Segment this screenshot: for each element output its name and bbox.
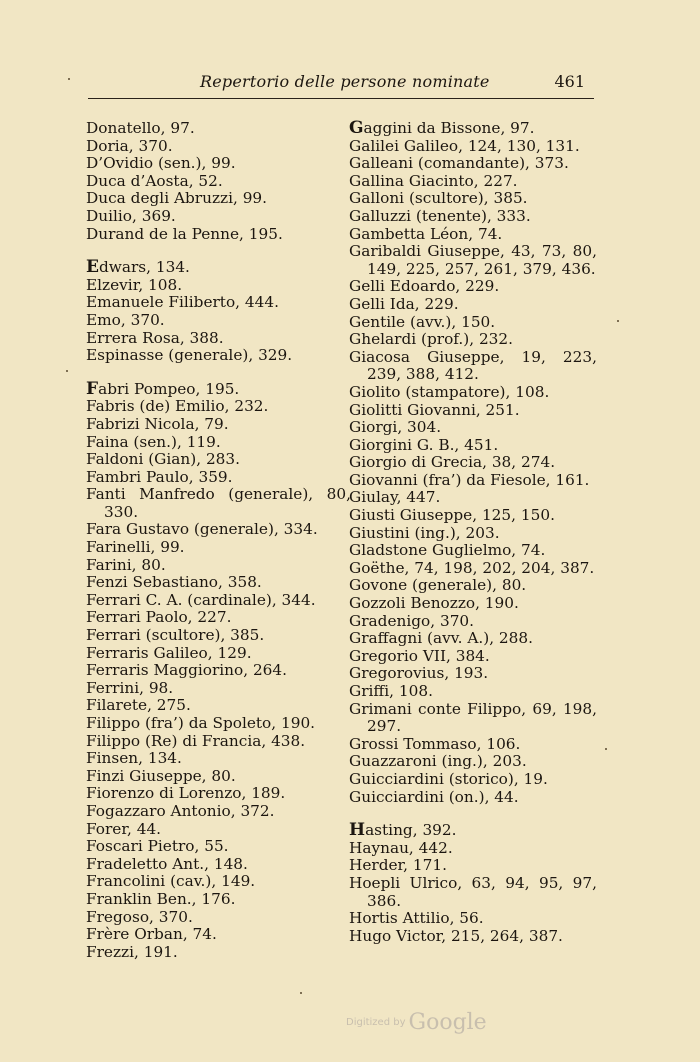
index-entry: Giolito (stampatore), 108. [349, 382, 550, 401]
watermark-prefix: Digitized by [346, 1017, 406, 1028]
index-entry: Emo, 370. [86, 310, 165, 329]
index-entry: Fabris (de) Emilio, 232. [86, 397, 269, 416]
index-entry: Giovanni (fra’) da Fiesole, 161. [349, 470, 590, 489]
index-entry: Giorgio di Grecia, 38, 274. [349, 453, 556, 472]
index-entry: Durand de la Penne, 195. [86, 224, 283, 243]
index-entry: Fradeletto Ant., 148. [86, 854, 248, 873]
index-entry: Fiorenzo di Lorenzo, 189. [86, 784, 286, 803]
index-entry: Franklin Ben., 176. [86, 889, 236, 908]
running-title: Repertorio delle persone nominate [200, 72, 490, 91]
letter-section-gap [349, 806, 597, 822]
index-entry: Edwars, 134. [86, 257, 190, 278]
index-entry: Govone (generale), 80. [349, 576, 527, 595]
index-entry: Galleani (comandante), 373. [349, 154, 569, 173]
index-entry: Filarete, 275. [86, 696, 191, 715]
index-entry: Gradenigo, 370. [349, 611, 475, 630]
index-entry: Ghelardi (prof.), 232. [349, 330, 514, 349]
index-entry: Giolitti Giovanni, 251. [349, 400, 520, 419]
index-entry: Giusti Giuseppe, 125, 150. [349, 506, 555, 525]
index-entry: Emanuele Filiberto, 444. [86, 293, 279, 312]
index-entry: Griffi, 108. [349, 682, 433, 700]
index-entry: Fogazzaro Antonio, 372. [86, 801, 275, 820]
index-entry: Fambri Paulo, 359. [86, 467, 233, 486]
index-entry: Guazzaroni (ing.), 203. [349, 752, 527, 771]
index-entry: Francolini (cav.), 149. [86, 872, 256, 891]
index-column-left [86, 120, 351, 961]
index-entry: Espinasse (generale), 329. [86, 346, 293, 365]
index-entry: Fregoso, 370. [86, 907, 193, 926]
section-initial: G [349, 118, 364, 138]
index-entry: Foscari Pietro, 55. [86, 837, 229, 856]
google-logo: Google [408, 1010, 487, 1035]
index-entry: Hugo Victor, 215, 264, 387. [349, 926, 563, 945]
section-initial: E [86, 257, 99, 278]
index-entry: Farinelli, 99. [86, 538, 185, 557]
index-entry: Elzevir, 108. [86, 275, 183, 294]
index-entry: Gladstone Guglielmo, 74. [349, 541, 546, 560]
index-entry: Ferrini, 98. [86, 678, 174, 697]
index-entry: Garibaldi Giuseppe, 43, 73, 80, 149, 225, 257, 261, 379, 436. [349, 242, 597, 278]
index-entry: Duca d’Aosta, 52. [86, 171, 223, 190]
index-entry: Donatello, 97. [86, 119, 195, 137]
index-entry: Fabrizi Nicola, 79. [86, 414, 229, 433]
index-entry: Ferraris Galileo, 129. [86, 643, 252, 662]
paper-speck [68, 78, 70, 80]
index-entry: D’Ovidio (sen.), 99. [86, 154, 236, 173]
letter-section-gap [86, 243, 351, 259]
section-initial: F [86, 378, 99, 399]
index-entry: Ferrari C. A. (cardinale), 344. [86, 590, 316, 609]
index-entry: Goëthe, 74, 198, 202, 204, 387. [349, 558, 595, 577]
index-entry: Duilio, 369. [86, 206, 176, 225]
index-entry: Grossi Tommaso, 106. [349, 734, 521, 753]
index-entry: Gregorio VII, 384. [349, 646, 490, 665]
index-entry: Giorgini G. B., 451. [349, 435, 499, 454]
index-entry: Gambetta Léon, 74. [349, 224, 503, 243]
index-entry: Finzi Giuseppe, 80. [86, 766, 236, 785]
index-entry: Fenzi Sebastiano, 358. [86, 573, 262, 592]
index-entry: Finsen, 134. [86, 749, 182, 768]
digitization-watermark [346, 1010, 487, 1035]
index-entry: Hortis Attilio, 56. [349, 909, 484, 928]
index-entry: Frère Orban, 74. [86, 925, 217, 944]
index-entry: Grimani conte Filippo, 69, 198, 297. [349, 699, 597, 736]
index-entry: Hasting, 392. [349, 820, 457, 841]
page-number: 461 [554, 72, 585, 91]
page-header [80, 70, 595, 98]
index-entry: Faldoni (Gian), 283. [86, 450, 240, 469]
index-entry: Gaggini da Bissone, 97. [349, 118, 535, 138]
section-initial: H [349, 820, 366, 841]
index-entry: Forer, 44. [86, 819, 162, 838]
index-entry: Gallina Giacinto, 227. [349, 171, 518, 190]
index-entry: Gentile (avv.), 150. [349, 312, 496, 331]
index-entry: Herder, 171. [349, 856, 447, 875]
paper-speck [605, 748, 607, 750]
index-entry: Faina (sen.), 119. [86, 432, 221, 451]
index-entry: Galluzzi (tenente), 333. [349, 206, 531, 225]
index-entry: Ferraris Maggiorino, 264. [86, 661, 288, 680]
letter-section-gap [86, 365, 351, 381]
index-entry: Guicciardini (on.), 44. [349, 787, 519, 806]
index-entry: Fanti Manfredo (generale), 80, 330. [86, 485, 351, 521]
index-entry: Galilei Galileo, 124, 130, 131. [349, 136, 580, 155]
index-column-right [349, 120, 597, 945]
index-entry: Hoepli Ulrico, 63, 94, 95, 97, 386. [349, 873, 597, 910]
index-entry: Frezzi, 191. [86, 942, 178, 961]
index-entry: Haynau, 442. [349, 838, 453, 857]
index-entry: Galloni (scultore), 385. [349, 189, 528, 208]
index-entry: Gelli Edoardo, 229. [349, 277, 500, 296]
index-entry: Errera Rosa, 388. [86, 328, 224, 347]
index-entry: Filippo (fra’) da Spoleto, 190. [86, 714, 316, 732]
index-entry: Giorgi, 304. [349, 418, 442, 437]
paper-speck [66, 370, 68, 372]
index-entry: Gelli Ida, 229. [349, 294, 459, 313]
index-entry: Ferrari Paolo, 227. [86, 608, 232, 627]
index-entry: Guicciardini (storico), 19. [349, 769, 548, 788]
index-entry: Gregorovius, 193. [349, 664, 489, 683]
index-entry: Farini, 80. [86, 555, 166, 574]
index-entry: Ferrari (scultore), 385. [86, 626, 265, 645]
index-entry: Fabri Pompeo, 195. [86, 378, 240, 399]
index-entry: Doria, 370. [86, 136, 173, 155]
index-entry: Giulay, 447. [349, 488, 441, 507]
paper-speck [300, 992, 302, 994]
header-rule [88, 98, 594, 99]
index-entry: Duca degli Abruzzi, 99. [86, 189, 268, 208]
index-entry: Filippo (Re) di Francia, 438. [86, 731, 306, 750]
index-entry: Giacosa Giuseppe, 19, 223, 239, 388, 412. [349, 347, 597, 384]
index-entry: Graffagni (avv. A.), 288. [349, 629, 533, 648]
index-entry: Gozzoli Benozzo, 190. [349, 594, 519, 613]
index-entry: Fara Gustavo (generale), 334. [86, 520, 318, 539]
paper-speck [617, 320, 619, 322]
index-entry: Giustini (ing.), 203. [349, 523, 500, 542]
